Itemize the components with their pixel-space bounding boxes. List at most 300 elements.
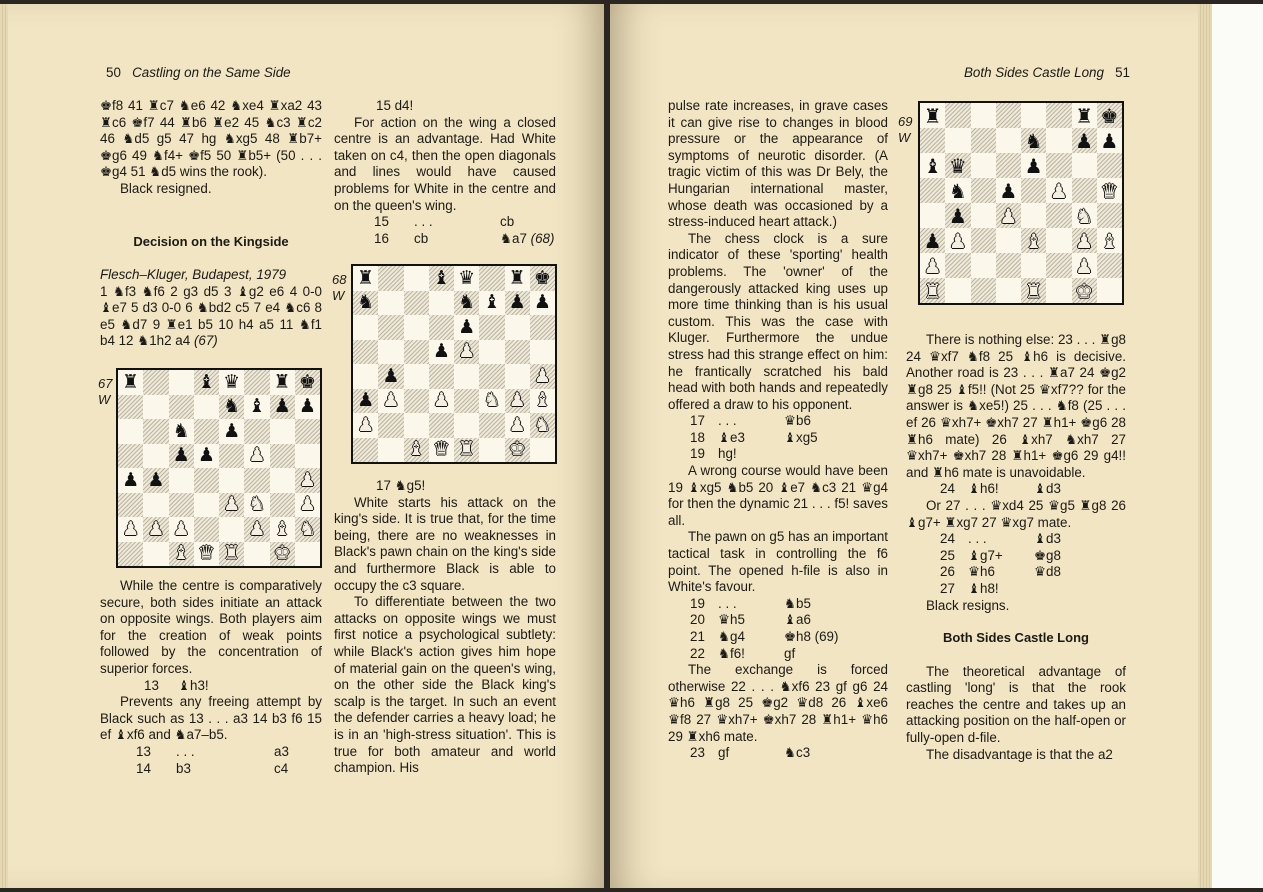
board-square	[295, 542, 320, 567]
right-page-column-1	[668, 98, 888, 762]
board-square	[194, 419, 219, 444]
black-knight-icon: ♞	[357, 291, 375, 314]
board-square	[996, 278, 1021, 303]
board-square	[971, 228, 996, 253]
white-pawn-icon: ♟	[508, 389, 526, 412]
board-square	[971, 103, 996, 128]
black-pawn-icon: ♟	[357, 389, 375, 412]
move-row: 25 ♝g7+ ♚g8	[940, 547, 1061, 563]
board-square	[1072, 153, 1097, 178]
black-king-icon: ♚	[533, 266, 551, 289]
white-pawn-icon: ♟	[1049, 178, 1068, 203]
white-queen-icon: ♛	[1100, 178, 1119, 203]
move-row: 20 ♛h5 ♝a6	[690, 612, 811, 628]
theoretical-advantage-paragraph: The theoretical advantage of castling 'long' is that the rook reaches the centre and takes up an attacking position on the half-open or fully-open d-file.	[906, 663, 1126, 746]
board-square	[295, 444, 320, 469]
board-square	[479, 291, 504, 316]
pulse-paragraph: pulse rate increases, in grave cases it can give rise to changes in blood pressure or the appearance of symptoms of neurotic disorder. (A tragic victim of this was Dr Bely, the Hungarian international master, whose death was occasioned by a stress-induced heart attack.)	[668, 98, 888, 230]
right-book-edge	[1198, 4, 1212, 888]
board-square	[353, 315, 378, 340]
board-square	[194, 517, 219, 542]
board-square	[118, 444, 143, 469]
white-knight-icon: ♞	[248, 493, 266, 516]
board-square	[219, 517, 244, 542]
white-pawn-icon: ♟	[298, 493, 316, 516]
black-pawn-icon: ♟	[533, 291, 551, 314]
board-square	[479, 438, 504, 463]
white-pawn-icon: ♟	[533, 364, 551, 387]
game-header	[100, 267, 322, 350]
board-square	[378, 413, 403, 438]
board-square	[996, 178, 1021, 203]
white-knight-icon: ♞	[298, 517, 316, 540]
moves-text: ♚f8 41 ♜c7 ♞e6 42 ♞xe4 ♜xa2 43 ♜c6 ♚f7 44 ♜b6 ♜e2 45 ♞c3 ♜c2 46 ♞d5 g5 47 hg ♞xg5 48 ♜b7+ ♚g6 49 ♞f4+ ♚f5 50 ♜b5+ (50 . . . ♚g4 51 ♞d5 wins the rook).	[100, 98, 322, 180]
board-square	[429, 413, 454, 438]
board-square	[118, 468, 143, 493]
board-square	[194, 395, 219, 420]
board-square	[479, 389, 504, 414]
white-pawn-icon: ♟	[122, 517, 140, 540]
move-row: 22 ♞f6! gf	[690, 645, 796, 661]
board-square	[270, 419, 295, 444]
chess-clock-paragraph: The chess clock is a sure indicator of these 'sporting' health problems. The 'owner' of the dangerously attacked king uses up more time thinking than is his usual custom. This was the case with Kluger. Furthermore the undue stress had this strange effect on him: he frantically scratched his bald head with both hands and repeatedly offered a draw to his opponent.	[668, 230, 888, 412]
board-square	[353, 364, 378, 389]
board-square	[454, 340, 479, 365]
board-square	[429, 364, 454, 389]
board-square	[219, 395, 244, 420]
diagram-68-label: 68 W	[332, 272, 347, 303]
board-square	[505, 315, 530, 340]
board-square	[530, 315, 555, 340]
board-square	[194, 542, 219, 567]
board-square	[971, 178, 996, 203]
black-pawn-icon: ♟	[122, 468, 140, 491]
board-square	[169, 517, 194, 542]
board-square	[143, 493, 168, 518]
white-rook-icon: ♜	[1024, 278, 1043, 303]
board-square	[219, 419, 244, 444]
board-square	[353, 340, 378, 365]
white-pawn-icon: ♟	[357, 413, 375, 436]
board-square	[169, 468, 194, 493]
board-square	[945, 128, 970, 153]
board-square	[270, 493, 295, 518]
chess-diagram-69	[918, 101, 1124, 305]
board-square	[244, 542, 269, 567]
board-square	[118, 517, 143, 542]
board-square	[143, 517, 168, 542]
black-king-icon: ♚	[1100, 103, 1119, 128]
board-square	[1097, 228, 1122, 253]
move-15: 15 d4!	[376, 98, 414, 113]
board-square	[404, 364, 429, 389]
board-square	[1046, 153, 1071, 178]
board-square	[169, 370, 194, 395]
white-knight-icon: ♞	[533, 413, 551, 436]
board-square	[530, 389, 555, 414]
black-knight-icon: ♞	[458, 291, 476, 314]
white-king-icon: ♚	[508, 438, 526, 461]
right-page-header	[964, 65, 1130, 80]
board-square	[1097, 253, 1122, 278]
board-square	[505, 364, 530, 389]
black-pawn-icon: ♟	[273, 395, 291, 418]
board-square	[454, 364, 479, 389]
white-pawn-icon: ♟	[508, 413, 526, 436]
white-rook-icon: ♜	[458, 438, 476, 461]
board-square	[920, 203, 945, 228]
move-row: 15 . . . cb	[374, 214, 515, 230]
right-page	[610, 4, 1198, 888]
diagram-ref-67: (67)	[193, 333, 218, 349]
black-knight-icon: ♞	[223, 395, 241, 418]
board-square	[454, 315, 479, 340]
board-square	[295, 493, 320, 518]
board-square	[244, 517, 269, 542]
move-row: 23 gf ♞c3	[690, 745, 811, 761]
right-running-head: Both Sides Castle Long	[963, 65, 1104, 80]
board-square	[1046, 278, 1071, 303]
board-square	[244, 395, 269, 420]
board-square	[1097, 153, 1122, 178]
white-king-icon: ♚	[1075, 278, 1094, 303]
board-square	[219, 542, 244, 567]
board-square	[945, 278, 970, 303]
board-square	[505, 413, 530, 438]
black-bishop-icon: ♝	[432, 266, 450, 289]
board-square	[404, 266, 429, 291]
board-square	[194, 493, 219, 518]
move-row: 13 ♝h3!	[144, 677, 209, 693]
black-knight-icon: ♞	[1024, 128, 1043, 153]
black-pawn-icon: ♟	[923, 228, 942, 253]
left-page-column-2-bottom	[334, 478, 556, 777]
move-row: 24 . . . ♝d3	[940, 531, 1061, 547]
board-square	[270, 542, 295, 567]
chess-diagram-67	[116, 368, 322, 568]
black-bishop-icon: ♝	[248, 395, 266, 418]
board-square	[295, 419, 320, 444]
board-square	[505, 291, 530, 316]
board-square	[920, 278, 945, 303]
board-square	[169, 542, 194, 567]
board-square	[1072, 103, 1097, 128]
left-column-top	[100, 98, 322, 198]
board-square	[295, 468, 320, 493]
white-pawn-icon: ♟	[923, 253, 942, 278]
board-square	[1072, 253, 1097, 278]
board-square	[454, 413, 479, 438]
board-square	[270, 444, 295, 469]
left-page	[8, 4, 604, 888]
board-square	[378, 340, 403, 365]
board-square	[219, 468, 244, 493]
white-pawn-icon: ♟	[248, 444, 266, 467]
board-square	[1021, 228, 1046, 253]
board-square	[454, 389, 479, 414]
left-page-column-2-top	[334, 98, 556, 247]
board-square	[996, 103, 1021, 128]
black-queen-icon: ♛	[223, 370, 241, 393]
black-pawn-icon: ♟	[432, 340, 450, 363]
psychology-paragraph: To differentiate between the two attacks on opposite wings we must first notice a psychological subtlety: while Black's action gives him hope of material gain on the queen's wing, on the other side the Black king's scalp is the target. In such an event the defender carries a heavy load; he is in an 'high-stress situation'. This is true for both amateur and world champion. His	[334, 594, 556, 776]
closed-centre-paragraph: For action on the wing a closed centre is an advantage. Had White taken on c4, then the open diagonals and lines would have caused problems for White in the centre and on the queen's wing.	[334, 114, 556, 213]
board-square	[1097, 203, 1122, 228]
black-pawn-icon: ♟	[197, 444, 215, 467]
board-square	[1046, 228, 1071, 253]
board-square	[971, 153, 996, 178]
move-row: 19 . . . ♞b5	[690, 595, 811, 611]
board-square	[945, 203, 970, 228]
white-pawn-icon: ♟	[458, 340, 476, 363]
black-pawn-icon: ♟	[1024, 153, 1043, 178]
board-square	[404, 413, 429, 438]
board-square	[530, 438, 555, 463]
black-pawn-icon: ♟	[298, 395, 316, 418]
board-square	[971, 203, 996, 228]
white-knight-icon: ♞	[483, 389, 501, 412]
black-rook-icon: ♜	[357, 266, 375, 289]
white-knight-icon: ♞	[1075, 203, 1094, 228]
black-pawn-icon: ♟	[458, 315, 476, 338]
board-square	[169, 493, 194, 518]
black-resigned: Black resigned.	[120, 180, 212, 196]
white-pawn-icon: ♟	[432, 389, 450, 412]
board-square	[244, 493, 269, 518]
board-square	[1021, 128, 1046, 153]
board-square	[1072, 228, 1097, 253]
move-row: 21 ♞g4 ♚h8 (69)	[690, 629, 839, 644]
board-square	[530, 413, 555, 438]
board-square	[378, 438, 403, 463]
disadvantage-paragraph: The disadvantage is that the a2	[926, 746, 1113, 762]
white-pawn-icon: ♟	[1075, 253, 1094, 278]
board-square	[378, 389, 403, 414]
white-rook-icon: ♜	[923, 278, 942, 303]
board-square	[378, 266, 403, 291]
move-row: 17 . . . ♛b6	[690, 413, 811, 429]
board-square	[353, 291, 378, 316]
black-pawn-icon: ♟	[172, 444, 190, 467]
prevents-paragraph: Prevents any freeing attempt by Black such as 13 . . . a3 14 b3 f6 15 ef ♝xf6 and ♞a7–b5.	[100, 694, 322, 743]
white-bishop-icon: ♝	[533, 389, 551, 412]
black-bishop-icon: ♝	[923, 153, 942, 178]
board-square	[1097, 128, 1122, 153]
board-square	[996, 203, 1021, 228]
white-attack-paragraph: White starts his attack on the king's side. It is true that, for the time being, there are no weaknesses in Black's pawn chain on the king's side and furthermore Black is able to occupy the c3 square.	[334, 494, 556, 593]
black-rook-icon: ♜	[122, 370, 140, 393]
board-square	[971, 128, 996, 153]
black-rook-icon: ♜	[1075, 103, 1094, 128]
pawn-g5-paragraph: The pawn on g5 has an important tactical task in controlling the f6 point. The opened h-file is also in White's favour.	[668, 529, 888, 595]
board-square	[1046, 128, 1071, 153]
white-pawn-icon: ♟	[999, 203, 1018, 228]
black-rook-icon: ♜	[923, 103, 942, 128]
board-square	[429, 389, 454, 414]
board-square	[1046, 178, 1071, 203]
board-square	[479, 413, 504, 438]
white-queen-icon: ♛	[197, 542, 215, 565]
white-bishop-icon: ♝	[1024, 228, 1043, 253]
board-square	[1046, 103, 1071, 128]
move-row: 16 cb ♞a7 (68)	[374, 230, 555, 246]
white-bishop-icon: ♝	[407, 438, 425, 461]
board-square	[1046, 203, 1071, 228]
board-square	[353, 266, 378, 291]
board-square	[118, 493, 143, 518]
black-king-icon: ♚	[298, 370, 316, 393]
right-page-column-2	[906, 332, 1126, 763]
board-square	[143, 444, 168, 469]
board-square	[429, 340, 454, 365]
white-rook-icon: ♜	[223, 542, 241, 565]
wrong-course-paragraph: A wrong course would have been 19 ♝xg5 ♞b5 20 ♝e7 ♞c3 21 ♛g4 for then the dynamic 21 . . . f5! saves all.	[668, 463, 888, 528]
right-page-number: 51	[1115, 65, 1130, 80]
board-square	[143, 468, 168, 493]
board-square	[454, 438, 479, 463]
board-square	[996, 128, 1021, 153]
board-square	[1021, 203, 1046, 228]
board-square	[1097, 103, 1122, 128]
board-square	[1072, 278, 1097, 303]
black-pawn-icon: ♟	[223, 419, 241, 442]
board-square	[530, 266, 555, 291]
diagram-ref-68: (68)	[530, 230, 555, 246]
board-square	[505, 266, 530, 291]
board-square	[404, 438, 429, 463]
move-row: 18 ♝e3 ♝xg5	[690, 429, 818, 445]
white-bishop-icon: ♝	[273, 517, 291, 540]
board-square	[945, 253, 970, 278]
board-square	[169, 419, 194, 444]
black-pawn-icon: ♟	[1075, 128, 1094, 153]
board-square	[1072, 128, 1097, 153]
board-square	[404, 340, 429, 365]
left-page-number: 50	[106, 65, 121, 80]
white-bishop-icon: ♝	[1100, 228, 1119, 253]
board-square	[194, 468, 219, 493]
black-bishop-icon: ♝	[197, 370, 215, 393]
board-square	[244, 419, 269, 444]
white-pawn-icon: ♟	[1075, 228, 1094, 253]
board-square	[429, 291, 454, 316]
board-square	[996, 253, 1021, 278]
move-17: 17 ♞g5!	[376, 478, 426, 493]
board-square	[945, 228, 970, 253]
board-square	[378, 315, 403, 340]
board-square	[169, 444, 194, 469]
board-square	[1097, 278, 1122, 303]
exchange-paragraph: The exchange is forced otherwise 22 . . . ♞xf6 23 gf g6 24 ♛h6 ♜g8 25 ♚g2 ♛d8 26 ♝xe6 ♛f8 27 ♛xh7+ ♚xh7 28 ♜h1+ ♛h6 29 ♜xh6 mate.	[668, 662, 888, 744]
board-square	[1072, 203, 1097, 228]
board-square	[505, 438, 530, 463]
game-title: Flesch–Kluger, Budapest, 1979	[100, 267, 287, 282]
nothing-else-paragraph: There is nothing else: 23 . . . ♜g8 24 ♛xf7 ♞f8 25 ♝h6 is decisive. Another road is 23 . . . ♜a7 24 ♚g2 ♜g8 25 ♝f5!! (Not 25 ♛xf7?? for the answer is ♞xe5!) 25 . . . ♞f8 (25 . . . ef 26 ♛xh7+ ♚xh7 27 ♜h1+ ♚g6 28 ♜h6 mate) 26 ♝xh7 ♞xh7 27 ♛xh7+ ♚xh7 28 ♜h1+ ♚g6 29 g4!! and ♜h6 mate is unavoidable.	[906, 332, 1126, 480]
board-square	[219, 493, 244, 518]
white-pawn-icon: ♟	[298, 468, 316, 491]
board-square	[920, 178, 945, 203]
board-square	[270, 370, 295, 395]
board-square	[118, 542, 143, 567]
board-square	[378, 291, 403, 316]
background-blank	[1212, 4, 1263, 888]
board-square	[1021, 153, 1046, 178]
board-square	[920, 103, 945, 128]
board-square	[996, 153, 1021, 178]
board-square	[530, 340, 555, 365]
board-square	[429, 438, 454, 463]
black-pawn-icon: ♟	[508, 291, 526, 314]
board-square	[404, 389, 429, 414]
board-square	[1046, 253, 1071, 278]
left-running-head: Castling on the Same Side	[132, 65, 291, 80]
board-square	[1021, 178, 1046, 203]
diagram-67-label: 67 W	[98, 376, 113, 407]
board-square	[479, 315, 504, 340]
left-column-bottom	[100, 578, 322, 777]
board-square	[169, 395, 194, 420]
board-square	[118, 395, 143, 420]
board-square	[454, 266, 479, 291]
board-square	[353, 438, 378, 463]
white-queen-icon: ♛	[432, 438, 450, 461]
board-square	[920, 253, 945, 278]
board-square	[920, 153, 945, 178]
left-page-header	[106, 65, 291, 80]
white-pawn-icon: ♟	[147, 517, 165, 540]
board-square	[270, 395, 295, 420]
board-square	[454, 291, 479, 316]
board-square	[270, 517, 295, 542]
black-resigns: Black resigns.	[926, 597, 1010, 613]
board-square	[479, 364, 504, 389]
board-square	[530, 364, 555, 389]
move-row: 13 . . . a3	[136, 743, 289, 759]
game-moves: 1 ♞f3 ♞f6 2 g3 d5 3 ♝g2 e6 4 0-0 ♝e7 5 d3 0-0 6 ♞bd2 c5 7 e4 ♞c6 8 e5 ♞d7 9 ♜e1 b5 10 h4 a5 11 ♞f1 b4 12 ♞1h2 a4 (67)	[100, 283, 322, 349]
black-queen-icon: ♛	[948, 153, 967, 178]
board-square	[143, 542, 168, 567]
white-pawn-icon: ♟	[248, 517, 266, 540]
board-square	[1021, 103, 1046, 128]
board-square	[996, 228, 1021, 253]
white-pawn-icon: ♟	[223, 493, 241, 516]
chess-diagram-68	[351, 264, 557, 464]
black-rook-icon: ♜	[508, 266, 526, 289]
black-pawn-icon: ♟	[147, 468, 165, 491]
board-square	[194, 444, 219, 469]
board-square	[945, 178, 970, 203]
section-title-kingside: Decision on the Kingside	[133, 234, 289, 249]
move-row: 26 ♛h6 ♛d8	[940, 564, 1061, 580]
board-square	[353, 413, 378, 438]
board-square	[1097, 178, 1122, 203]
white-pawn-icon: ♟	[172, 517, 190, 540]
board-square	[1021, 253, 1046, 278]
board-square	[143, 419, 168, 444]
board-square	[244, 468, 269, 493]
board-square	[920, 128, 945, 153]
board-square	[244, 444, 269, 469]
black-rook-icon: ♜	[273, 370, 291, 393]
board-square	[404, 291, 429, 316]
board-square	[219, 370, 244, 395]
board-square	[429, 315, 454, 340]
board-square	[404, 315, 429, 340]
black-knight-icon: ♞	[948, 178, 967, 203]
board-square	[219, 444, 244, 469]
black-pawn-icon: ♟	[382, 364, 400, 387]
board-square	[194, 370, 219, 395]
